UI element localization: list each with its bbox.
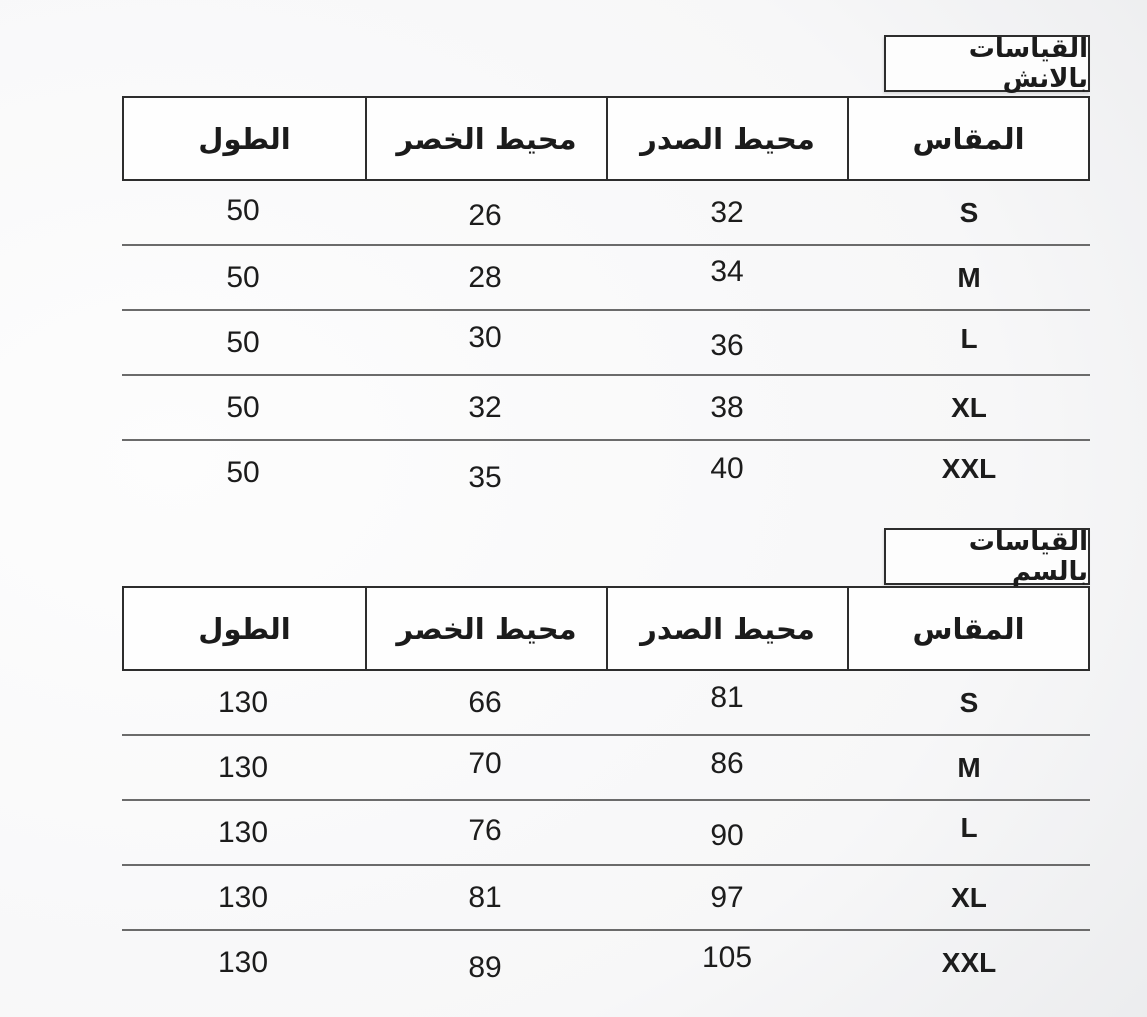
length-value: 50 [226, 325, 260, 359]
chest-value: 105 [701, 940, 753, 974]
cm-table [122, 586, 1090, 994]
length-value: 130 [217, 945, 269, 979]
table-row [122, 376, 1090, 441]
cm-table-header-row [122, 586, 1090, 671]
length-value: 130 [217, 815, 269, 849]
length-value: 50 [226, 390, 260, 424]
chest-value: 38 [710, 390, 744, 424]
size-value: XL [951, 391, 987, 423]
header-waist: محيط الخصر [365, 98, 606, 179]
chest-value: 81 [710, 680, 744, 714]
length-value: 130 [217, 750, 269, 784]
table-row [122, 246, 1090, 311]
length-value: 130 [217, 685, 269, 719]
table-row [122, 181, 1090, 246]
inches-table [122, 96, 1090, 504]
inches-table-body [122, 181, 1090, 504]
size-value: L [960, 811, 978, 843]
header-chest: محيط الصدر [606, 98, 847, 179]
cm-table-title: القياسات بالسم [884, 528, 1090, 585]
size-value: XL [951, 881, 987, 913]
waist-value: 89 [468, 950, 502, 984]
waist-value: 35 [468, 460, 502, 494]
header-length: الطول [198, 611, 291, 646]
waist-value: 76 [468, 813, 502, 847]
waist-value: 26 [468, 198, 502, 232]
chest-value: 86 [710, 746, 744, 780]
header-chest: محيط الصدر [606, 588, 847, 669]
cm-table-body [122, 671, 1090, 994]
size-value: XXL [941, 946, 997, 978]
inches-table-title: القياسات بالانش [884, 35, 1090, 92]
size-value: S [959, 196, 979, 228]
inches-table-header-row [122, 96, 1090, 181]
table-row [122, 671, 1090, 736]
header-length: الطول [198, 121, 291, 156]
waist-value: 66 [468, 685, 502, 719]
waist-value: 30 [468, 320, 502, 354]
size-value: M [957, 751, 981, 783]
chest-value: 90 [710, 818, 744, 852]
table-row [122, 441, 1090, 504]
length-value: 130 [217, 880, 269, 914]
chest-value: 36 [710, 328, 744, 362]
waist-value: 81 [468, 880, 502, 914]
table-row [122, 801, 1090, 866]
length-value: 50 [226, 193, 260, 227]
waist-value: 32 [468, 390, 502, 424]
size-value: L [960, 322, 978, 354]
header-size: المقاس [847, 588, 1088, 669]
length-value: 50 [226, 260, 260, 294]
chest-value: 32 [710, 195, 744, 229]
waist-value: 28 [468, 260, 502, 294]
table-row [122, 736, 1090, 801]
length-value: 50 [226, 455, 260, 489]
size-value: XXL [941, 452, 997, 484]
chest-value: 34 [710, 254, 744, 288]
table-row [122, 866, 1090, 931]
table-row [122, 311, 1090, 376]
table-row [122, 931, 1090, 994]
cm-table-section [122, 528, 1090, 994]
header-waist: محيط الخصر [365, 588, 606, 669]
size-value: S [959, 686, 979, 718]
inches-table-section [122, 35, 1090, 504]
header-size: المقاس [847, 98, 1088, 179]
waist-value: 70 [468, 746, 502, 780]
chest-value: 97 [710, 880, 744, 914]
chest-value: 40 [710, 451, 744, 485]
size-value: M [957, 261, 981, 293]
